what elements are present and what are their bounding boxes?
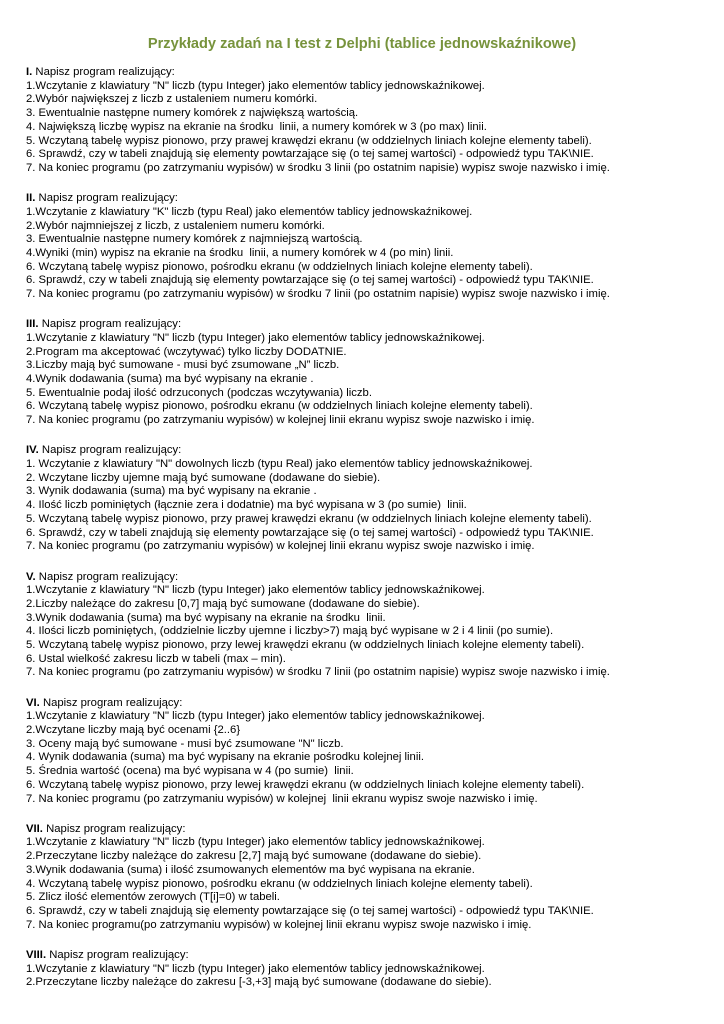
task-item: 7. Na koniec programu(po zatrzymaniu wypisów) w kolejnej linii ekranu wypisz swoje nazwisko i imię. <box>26 918 532 931</box>
task-item: 2.Wybór najmniejszej z liczb, z ustaleniem numeru komórki. <box>26 219 325 232</box>
task-item: 4. Ilości liczb pominiętych, (oddzielnie liczby ujemne i liczby>7) mają być wypisane w 2 i 4 linii (po sumie). <box>26 625 554 638</box>
task-item: 2.Przeczytane liczby należące do zakresu [-3,+3] mają być sumowane (dodawane do siebie). <box>26 976 492 989</box>
task-item: 3.Wynik dodawania (suma) i ilość zsumowanych elementów ma być wypisana na ekranie. <box>26 863 475 876</box>
task-section <box>26 823 716 933</box>
task-item: 1.Wczytanie z klawiatury "N" liczb (typu Integer) jako elementów tablicy jednowskaźnikowej. <box>26 331 485 344</box>
task-item: 4. Wczytaną tabelę wypisz pionowo, pośrodku ekranu (w oddzielnych liniach kolejne elementy tabeli). <box>26 877 533 890</box>
task-item: 5. Ewentualnie podaj ilość odrzuconych (podczas wczytywania) liczb. <box>26 386 372 399</box>
task-heading <box>26 192 716 206</box>
task-item: 6. Wczytaną tabelę wypisz pionowo, pośrodku ekranu (w oddzielnych liniach kolejne elementy tabeli). <box>26 400 533 413</box>
task-section <box>26 444 716 554</box>
task-item: 7. Na koniec programu (po zatrzymaniu wypisów) w środku 7 linii (po ostatnim napisie) wypisz swoje nazwisko i imię. <box>26 666 610 679</box>
task-item: 3.Wynik dodawania (suma) ma być wypisany na ekranie na środku linii. <box>26 611 386 624</box>
task-item: 4. Największą liczbę wypisz na ekranie na środku linii, a numery komórek w 3 (po max) linii. <box>26 120 487 133</box>
task-heading-text: Napisz program realizujący: <box>32 66 175 78</box>
task-item: 6. Sprawdź, czy w tabeli znajdują się elementy powtarzające się (o tej samej wartości) - odpowiedź typu TAK\NIE. <box>26 526 594 539</box>
task-section <box>26 949 716 990</box>
task-item: 6. Sprawdź, czy w tabeli znajdują się elementy powtarzające się (o tej samej wartości) - odpowiedź typu TAK\NIE. <box>26 904 594 917</box>
task-numeral: VI. <box>26 696 40 709</box>
task-item: 4. Ilość liczb pominiętych (łącznie zera i dodatnie) ma być wypisana w 3 (po sumie) linii. <box>26 499 467 512</box>
task-heading <box>26 318 716 332</box>
task-numeral: I. <box>26 66 33 78</box>
task-item: 5. Wczytaną tabelę wypisz pionowo, przy prawej krawędzi ekranu (w oddzielnych liniach kolejne elementy tabeli). <box>26 512 592 525</box>
task-item: 5. Zlicz ilość elementów zerowych (T[i]=0) w tabeli. <box>26 891 280 904</box>
task-heading-text: Napisz program realizujący: <box>46 948 189 961</box>
task-heading <box>26 444 716 458</box>
task-item: 6. Sprawdź, czy w tabeli znajdują się elementy powtarzające się (o tej samej wartości) - odpowiedź typu TAK\NIE. <box>26 274 594 287</box>
task-item: 7. Na koniec programu (po zatrzymaniu wypisów) w kolejnej linii ekranu wypisz swoje nazwisko i imię. <box>26 792 538 805</box>
task-section <box>26 192 716 302</box>
task-heading-text: Napisz program realizujący: <box>38 444 182 457</box>
task-numeral: III. <box>26 318 39 331</box>
task-section <box>26 318 716 428</box>
task-item: 1.Wczytanie z klawiatury "K" liczb (typu Real) jako elementów tablicy jednowskaźnikowej. <box>26 205 473 218</box>
task-heading-text: Napisz program realizujący: <box>35 192 178 205</box>
task-section <box>26 697 716 807</box>
task-item: 2.Przeczytane liczby należące do zakresu [2,7] mają być sumowane (dodawane do siebie). <box>26 850 482 863</box>
task-item: 1.Wczytanie z klawiatury "N" liczb (typu Integer) jako elementów tablicy jednowskaźnikowej. <box>26 584 485 597</box>
task-item: 3.Liczby mają być sumowane - musi być zsumowane „N” liczb. <box>26 359 340 372</box>
task-list <box>26 66 716 1006</box>
task-item: 5. Średnia wartość (ocena) ma być wypisana w 4 (po sumie) linii. <box>26 765 354 778</box>
task-item: 1.Wczytanie z klawiatury "N" liczb (typu Integer) jako elementów tablicy jednowskaźnikowej. <box>26 79 485 92</box>
task-item: 3. Ewentualnie następne numery komórek z najmniejszą wartością. <box>26 233 363 246</box>
task-numeral: II. <box>26 192 36 205</box>
task-heading-text: Napisz program realizujący: <box>35 570 179 583</box>
task-item: 4. Wynik dodawania (suma) ma być wypisany na ekranie pośrodku kolejnej linii. <box>26 751 424 764</box>
task-item: 6. Ustal wielkość zakresu liczb w tabeli (max – min). <box>26 652 286 665</box>
task-item: 6. Wczytaną tabelę wypisz pionowo, pośrodku ekranu (w oddzielnych liniach kolejne elementy tabeli). <box>26 260 533 273</box>
task-item: 2.Wczytane liczby mają być ocenami {2..6} <box>26 724 241 737</box>
task-numeral: IV. <box>26 444 39 457</box>
task-heading <box>26 66 716 80</box>
document-title: Przykłady zadań na I test z Delphi (tablice jednowskaźnikowe) <box>147 36 577 52</box>
task-item: 1.Wczytanie z klawiatury "N" liczb (typu Integer) jako elementów tablicy jednowskaźnikowej. <box>26 836 485 849</box>
task-item: 2. Wczytane liczby ujemne mają być sumowane (dodawane do siebie). <box>26 471 381 484</box>
task-heading-text: Napisz program realizujący: <box>38 318 182 331</box>
task-item: 5. Wczytaną tabelę wypisz pionowo, przy prawej krawędzi ekranu (w oddzielnych liniach kolejne elementy tabeli). <box>26 134 592 147</box>
task-item: 1. Wczytanie z klawiatury "N" dowolnych liczb (typu Real) jako elementów tablicy jednowskaźnikowej. <box>26 458 533 471</box>
task-heading-text: Napisz program realizujący: <box>39 696 183 709</box>
task-item: 7. Na koniec programu (po zatrzymaniu wypisów) w środku 3 linii (po ostatnim napisie) wypisz swoje nazwisko i imię. <box>26 161 610 174</box>
task-item: 3. Ewentualnie następne numery komórek z największą wartością. <box>26 107 359 120</box>
task-item: 1.Wczytanie z klawiatury "N" liczb (typu Integer) jako elementów tablicy jednowskaźnikowej. <box>26 710 485 723</box>
task-item: 4.Wyniki (min) wypisz na ekranie na środku linii, a numery komórek w 4 (po min) linii. <box>26 246 454 259</box>
task-item: 7. Na koniec programu (po zatrzymaniu wypisów) w kolejnej linii ekranu wypisz swoje nazwisko i imię. <box>26 414 535 427</box>
task-item: 2.Liczby należące do zakresu [0,7] mają być sumowane (dodawane do siebie). <box>26 597 420 610</box>
task-numeral: V. <box>26 570 36 583</box>
task-numeral: VIII. <box>26 948 47 961</box>
task-numeral: VII. <box>26 822 43 835</box>
task-item: 6. Wczytaną tabelę wypisz pionowo, przy lewej krawędzi ekranu (w oddzielnych liniach kolejne elementy tabeli). <box>26 778 585 791</box>
task-section <box>26 66 716 176</box>
task-item: 5. Wczytaną tabelę wypisz pionowo, przy lewej krawędzi ekranu (w oddzielnych liniach kolejne elementy tabeli). <box>26 639 585 652</box>
task-item: 7. Na koniec programu (po zatrzymaniu wypisów) w kolejnej linii ekranu wypisz swoje nazwisko i imię. <box>26 540 535 553</box>
task-item: 2.Program ma akceptować (wczytywać) tylko liczby DODATNIE. <box>26 345 347 358</box>
task-heading-text: Napisz program realizujący: <box>42 822 186 835</box>
task-heading <box>26 949 716 963</box>
task-item: 2.Wybór największej z liczb z ustaleniem numeru komórki. <box>26 93 318 106</box>
task-item: 3. Oceny mają być sumowane - musi być zsumowane "N" liczb. <box>26 737 344 750</box>
task-item: 3. Wynik dodawania (suma) ma być wypisany na ekranie . <box>26 485 317 498</box>
task-item: 4.Wynik dodawania (suma) ma być wypisany na ekranie . <box>26 373 314 386</box>
task-heading <box>26 823 716 837</box>
task-item: 6. Sprawdź, czy w tabeli znajdują się elementy powtarzające się (o tej samej wartości) - odpowiedź typu TAK\NIE. <box>26 148 594 161</box>
task-item: 7. Na koniec programu (po zatrzymaniu wypisów) w środku 7 linii (po ostatnim napisie) wypisz swoje nazwisko i imię. <box>26 288 610 301</box>
task-section <box>26 571 716 681</box>
task-item: 1.Wczytanie z klawiatury "N" liczb (typu Integer) jako elementów tablicy jednowskaźnikowej. <box>26 962 485 975</box>
task-heading <box>26 571 716 585</box>
task-heading <box>26 697 716 711</box>
